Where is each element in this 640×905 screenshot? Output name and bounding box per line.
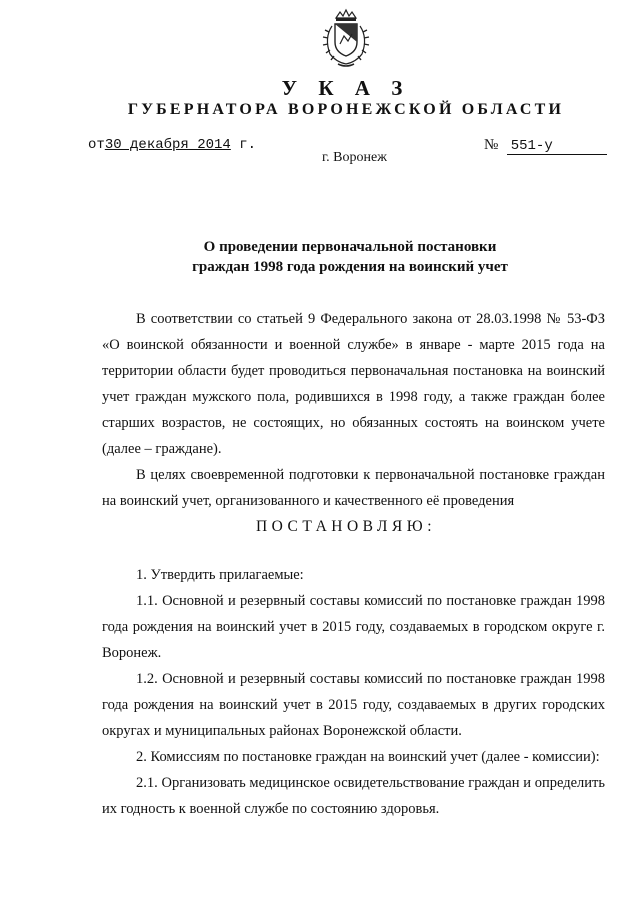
item-1: 1. Утвердить прилагаемые: (136, 567, 304, 583)
decree-heading: ПОСТАНОВЛЯЮ: (255, 518, 437, 535)
document-subtitle: ГУБЕРНАТОРА ВОРОНЕЖСКОЙ ОБЛАСТИ (127, 101, 565, 118)
document-date (88, 137, 256, 153)
date-value: 30 декабря 2014 (104, 137, 231, 153)
item-2-1: 2.1. Организовать медицинское освидетельствование граждан и определить их годность к военной службе по состоянию здоровья. (102, 775, 605, 817)
item-1-1: 1.1. Основной и резервный составы комиссий по постановке граждан 1998 года рождения на воинский учет в 2015 году, создаваемых в городском округе г. Воронеж. (102, 593, 605, 661)
subject-line-1: О проведении первоначальной постановки (203, 239, 497, 255)
subject-line-2: граждан 1998 года рождения на воинский учет (192, 259, 508, 275)
purpose-paragraph: В целях своевременной подготовки к первоначальной постановке граждан на воинский учет, организованного и качественного её проведения (102, 467, 605, 509)
document-city: г. Воронеж (322, 150, 387, 165)
date-prefix: от (88, 137, 105, 153)
date-suffix: г. (239, 137, 257, 153)
intro-paragraph: В соответствии со статьей 9 Федерального закона от 28.03.1998 № 53-ФЗ «О воинской обязанности и военной службе» в январе - марте 2015 года на территории области будет проводиться первоначальная постановка на воинский учет граждан мужского пола, родившихся в 1998 году, а также граждан более старших возрастов, не состоящих, но обязанных состоять на воинском учете (далее – граждане). (102, 311, 605, 457)
number-sign: № (484, 137, 499, 153)
document-number (484, 137, 607, 155)
number-value: 551-у (507, 138, 607, 155)
document-title: У К А З (281, 76, 411, 100)
voronezh-coat-of-arms-icon (318, 8, 374, 70)
document-subject (100, 237, 600, 277)
item-2: 2. Комиссиям по постановке граждан на воинский учет (далее - комиссии): (136, 749, 600, 765)
item-1-2: 1.2. Основной и резервный составы комиссий по постановке граждан 1998 года рождения на воинский учет в 2015 году, создаваемых в других городских округах и муниципальных районах Воронежской области. (102, 671, 605, 739)
